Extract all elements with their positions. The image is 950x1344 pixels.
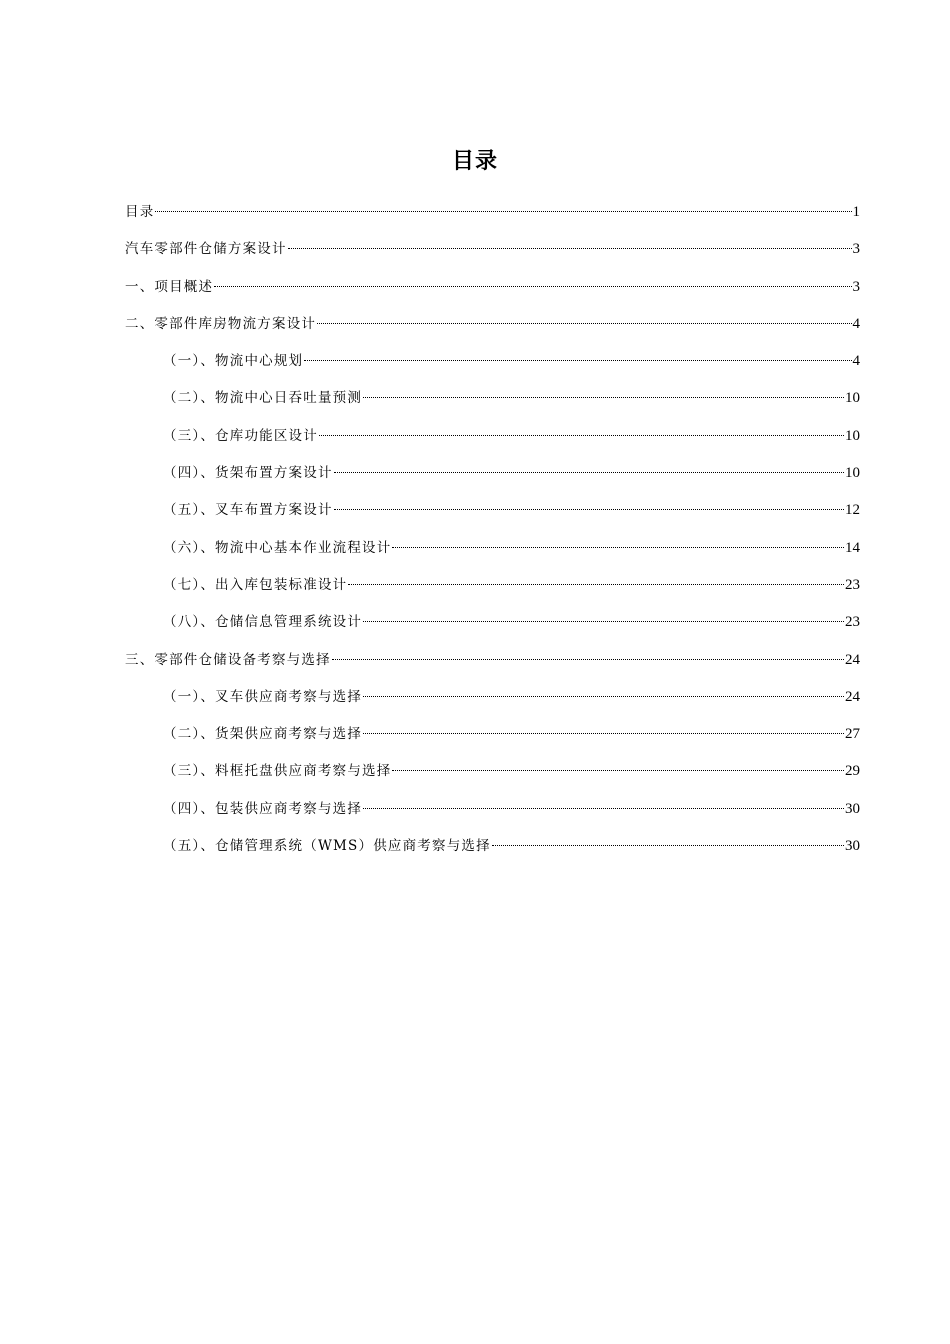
toc-dot-leader xyxy=(392,770,844,771)
toc-entry-text: （五）、叉车布置方案设计 xyxy=(163,502,333,519)
toc-entry-text: 一、项目概述 xyxy=(125,278,214,295)
toc-page-number: 3 xyxy=(852,278,860,295)
toc-entry[interactable] xyxy=(125,795,860,832)
toc-entry[interactable] xyxy=(125,459,860,496)
table-of-contents xyxy=(125,198,860,869)
toc-entry[interactable] xyxy=(125,683,860,720)
toc-page-number: 10 xyxy=(845,427,860,444)
toc-page-number: 12 xyxy=(845,502,860,519)
toc-dot-leader xyxy=(214,286,851,287)
toc-page-number: 4 xyxy=(852,315,860,332)
toc-dot-leader xyxy=(363,808,844,809)
toc-entry[interactable] xyxy=(125,534,860,571)
toc-entry[interactable] xyxy=(125,347,860,384)
toc-dot-leader xyxy=(332,659,844,660)
toc-entry[interactable] xyxy=(125,720,860,757)
toc-entry[interactable] xyxy=(125,496,860,533)
toc-entry[interactable] xyxy=(125,198,860,235)
toc-page-number: 4 xyxy=(852,353,860,370)
toc-entry[interactable] xyxy=(125,384,860,421)
toc-entry-text: （六）、物流中心基本作业流程设计 xyxy=(163,539,392,556)
toc-page-number: 23 xyxy=(845,614,860,631)
toc-page-number: 23 xyxy=(845,576,860,593)
toc-entry-text: （五）、仓储管理系统（WMS）供应商考察与选择 xyxy=(163,838,491,855)
toc-dot-leader xyxy=(155,211,851,212)
toc-page-number: 30 xyxy=(845,838,860,855)
toc-dot-leader xyxy=(363,397,844,398)
toc-entry-text: 汽车零部件仓储方案设计 xyxy=(125,241,287,258)
toc-dot-leader xyxy=(334,472,844,473)
toc-page-number: 27 xyxy=(845,726,860,743)
toc-entry-text: 三、零部件仓储设备考察与选择 xyxy=(125,651,331,668)
toc-page-number: 14 xyxy=(845,539,860,556)
toc-entry[interactable] xyxy=(125,646,860,683)
toc-page-number: 10 xyxy=(845,465,860,482)
toc-page-number: 24 xyxy=(845,688,860,705)
toc-entry[interactable] xyxy=(125,273,860,310)
toc-dot-leader xyxy=(304,360,851,361)
toc-page-number: 24 xyxy=(845,651,860,668)
toc-dot-leader xyxy=(363,621,844,622)
toc-page-number: 29 xyxy=(845,763,860,780)
toc-dot-leader xyxy=(492,845,844,846)
toc-entry-text: （四）、包装供应商考察与选择 xyxy=(163,800,363,817)
toc-entry-text: （八）、仓储信息管理系统设计 xyxy=(163,614,363,631)
toc-entry-text: 二、零部件库房物流方案设计 xyxy=(125,315,317,332)
toc-dot-leader xyxy=(334,509,844,510)
toc-entry[interactable] xyxy=(125,571,860,608)
toc-dot-leader xyxy=(363,696,844,697)
toc-entry[interactable] xyxy=(125,422,860,459)
toc-entry[interactable] xyxy=(125,310,860,347)
toc-page-number: 1 xyxy=(852,204,860,220)
toc-entry-text: （四）、货架布置方案设计 xyxy=(163,465,333,482)
toc-dot-leader xyxy=(288,248,852,249)
toc-entry-text: （七）、出入库包装标准设计 xyxy=(163,576,348,593)
toc-page-number: 30 xyxy=(845,800,860,817)
toc-entry-text: （一）、物流中心规划 xyxy=(163,353,304,370)
toc-entry-text: 目录 xyxy=(125,204,155,220)
toc-page-number: 10 xyxy=(845,390,860,407)
toc-dot-leader xyxy=(348,584,844,585)
toc-entry[interactable] xyxy=(125,608,860,645)
toc-entry-text: （三）、料框托盘供应商考察与选择 xyxy=(163,763,392,780)
toc-dot-leader xyxy=(319,435,844,436)
toc-dot-leader xyxy=(363,733,844,734)
toc-entry[interactable] xyxy=(125,235,860,272)
toc-entry-text: （三）、仓库功能区设计 xyxy=(163,427,318,444)
toc-entry[interactable] xyxy=(125,832,860,869)
toc-entry-text: （一）、叉车供应商考察与选择 xyxy=(163,688,363,705)
toc-entry[interactable] xyxy=(125,757,860,794)
toc-dot-leader xyxy=(317,323,851,324)
toc-dot-leader xyxy=(392,547,844,548)
toc-entry-text: （二）、货架供应商考察与选择 xyxy=(163,726,363,743)
toc-page-number: 3 xyxy=(852,241,860,258)
toc-entry-text: （二）、物流中心日吞吐量预测 xyxy=(163,390,363,407)
page-title: 目录 xyxy=(451,149,498,174)
